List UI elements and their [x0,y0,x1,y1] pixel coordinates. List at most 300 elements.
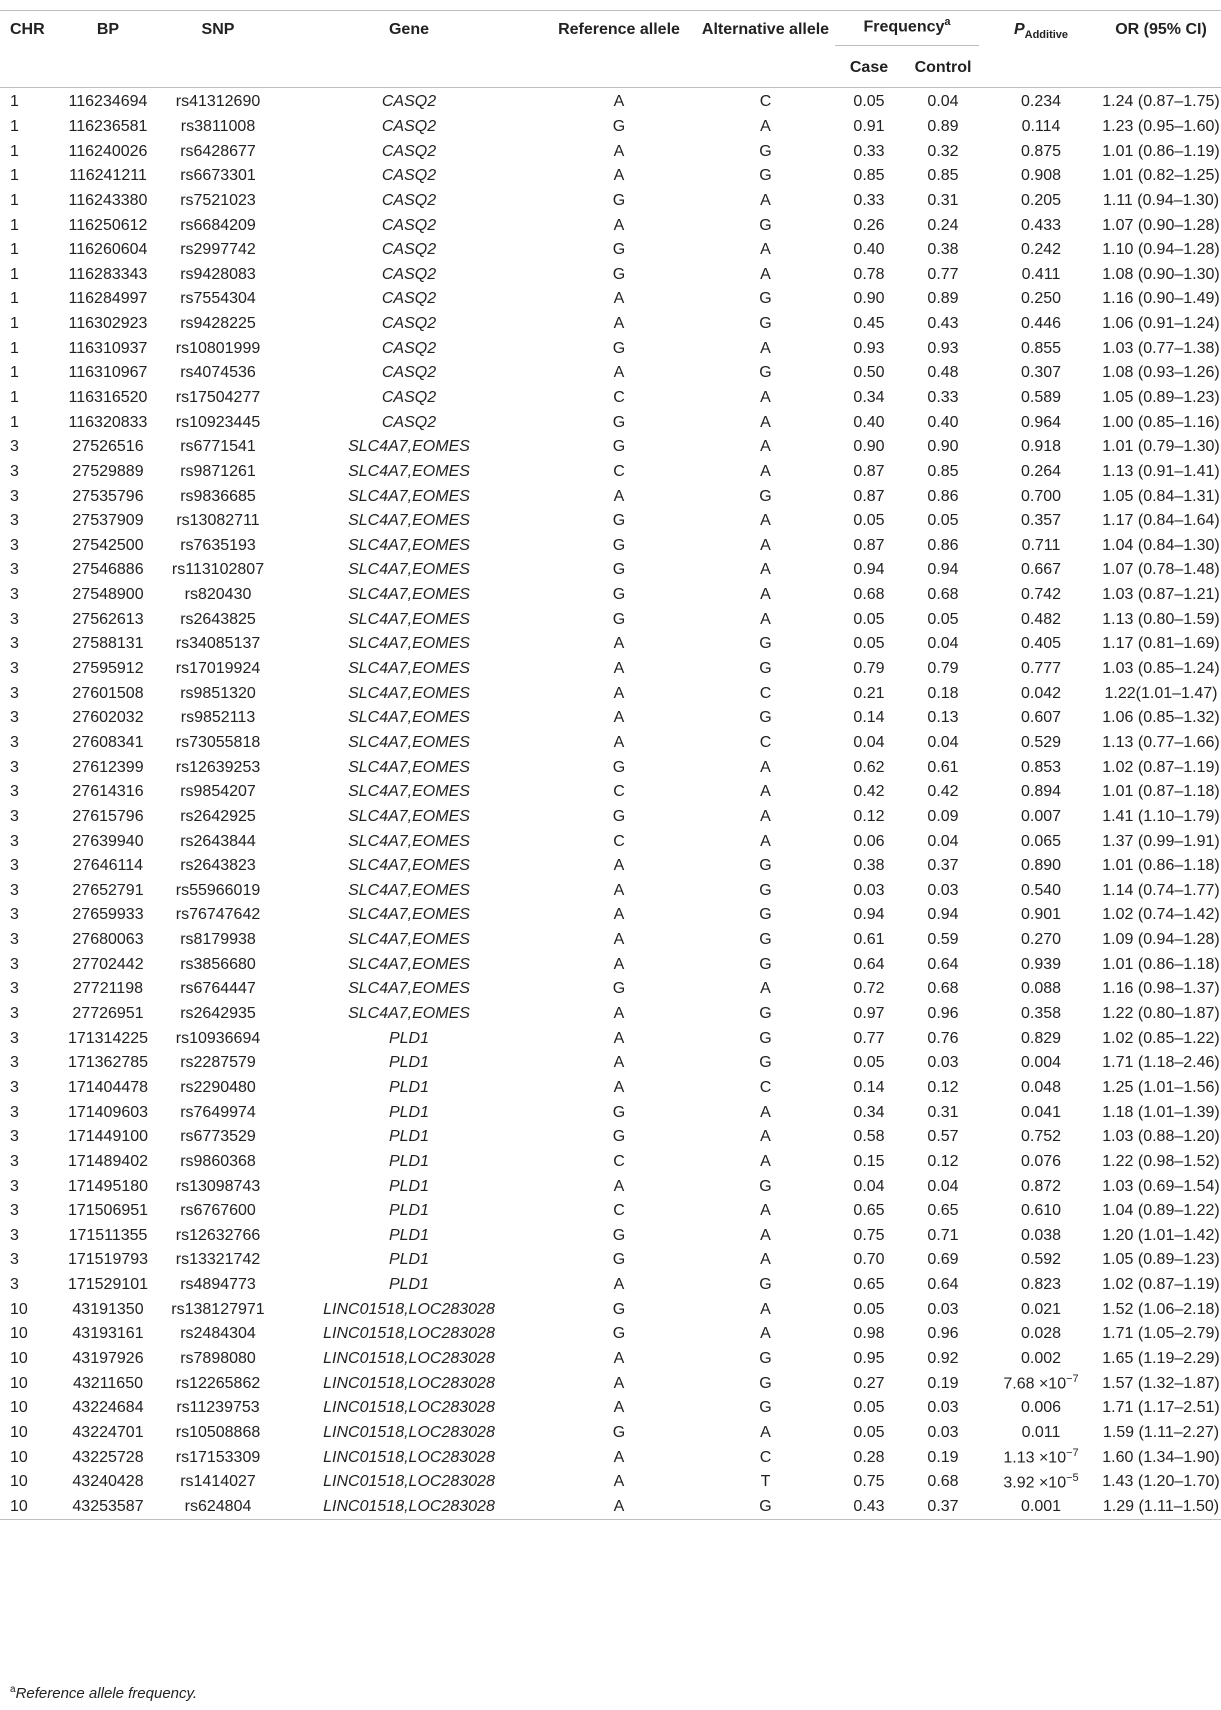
cell-p-additive: 0.042 [1020,684,1062,702]
cell-alternative-allele: G [759,1005,772,1023]
cell-control-frequency: 0.33 [927,389,959,406]
cell-p-additive: 0.540 [1020,881,1062,899]
cell-or: 1.59 (1.11–2.27) [1102,1423,1220,1441]
cell-bp: 116250612 [68,216,148,234]
cell-case-frequency: 0.40 [853,413,885,431]
cell-snp: rs6773529 [180,1128,256,1146]
table-row [0,854,1221,879]
cell-gene: PLD1 [388,1251,430,1269]
cell-chr: 3 [10,980,19,998]
cell-gene: CASQ2 [381,389,437,406]
table-row [0,139,1221,164]
cell-alternative-allele: C [759,93,772,111]
cell-gene: SLC4A7,EOMES [348,881,470,899]
cell-case-frequency: 0.05 [853,1300,885,1318]
cell-case-frequency: 0.34 [853,389,885,406]
header-frequency [833,11,981,50]
cell-reference-allele: A [613,906,625,924]
cell-bp: 171404478 [67,1078,149,1096]
cell-chr: 3 [10,955,19,973]
cell-or: 1.04 (0.89–1.22) [1102,1202,1220,1220]
cell-or: 1.01 (0.82–1.25) [1102,167,1220,185]
cell-p-additive: 0.048 [1020,1078,1062,1096]
cell-or: 1.22 (0.80–1.87) [1102,1005,1220,1023]
cell-alternative-allele: A [760,1152,771,1170]
cell-bp: 116243380 [68,191,148,209]
table-row [0,805,1221,830]
cell-snp: rs2290480 [180,1078,256,1096]
cell-chr: 10 [10,1448,28,1466]
table-row [0,607,1221,632]
cell-chr: 3 [10,561,19,579]
cell-case-frequency: 0.64 [853,955,885,973]
cell-chr: 3 [10,709,19,727]
cell-snp: rs9854207 [180,783,256,801]
cell-snp: rs11239753 [176,1399,260,1417]
cell-or: 1.02 (0.85–1.22) [1102,1029,1220,1047]
cell-or: 1.03 (0.77–1.38) [1102,339,1220,357]
table-body [0,88,1221,1520]
cell-bp: 27529889 [72,462,144,480]
cell-chr: 3 [10,1152,19,1170]
cell-chr: 1 [10,364,19,382]
cell-alternative-allele: G [759,1029,772,1047]
cell-bp: 27612399 [72,758,144,776]
table-row [0,1495,1221,1520]
table-row [0,1199,1221,1224]
cell-bp: 116241211 [69,167,147,185]
cell-control-frequency: 0.64 [927,1276,959,1294]
cell-bp: 116316520 [68,389,148,406]
cell-gene: LINC01518,LOC283028 [323,1448,495,1466]
cell-gene: LINC01518,LOC283028 [323,1325,495,1343]
cell-bp: 171519793 [67,1251,149,1269]
cell-reference-allele: A [613,635,625,653]
cell-alternative-allele: G [759,1399,772,1417]
cell-bp: 116320833 [68,413,148,431]
cell-snp: rs34085137 [175,635,261,653]
cell-gene: LINC01518,LOC283028 [323,1497,495,1515]
cell-case-frequency: 0.95 [853,1349,885,1367]
cell-snp: rs9836685 [180,487,256,505]
table-row [0,1100,1221,1125]
cell-case-frequency: 0.04 [853,733,885,751]
cell-control-frequency: 0.96 [927,1325,959,1343]
cell-bp: 116260604 [68,241,148,259]
cell-snp: rs6764447 [180,980,256,998]
cell-control-frequency: 0.90 [927,438,959,456]
cell-bp: 43197926 [72,1349,144,1367]
cell-case-frequency: 0.65 [853,1276,885,1294]
cell-snp: rs7649974 [180,1103,256,1121]
cell-or: 1.03 (0.85–1.24) [1102,660,1220,678]
cell-or: 1.01 (0.86–1.19) [1102,142,1220,160]
table-row [0,1273,1221,1298]
cell-case-frequency: 0.42 [853,783,885,801]
header-alternative-allele: Alternative allele [701,21,830,38]
cell-bp: 27542500 [72,536,144,554]
cell-snp: rs3811008 [180,117,256,135]
cell-bp: 171314225 [67,1029,149,1047]
cell-p-additive: 0.357 [1020,512,1062,530]
p-value-exponent: −7 [1066,1373,1079,1386]
cell-snp: rs6673301 [180,167,256,185]
cell-alternative-allele: A [760,117,771,135]
table-row [0,1223,1221,1248]
cell-p-additive: 0.872 [1020,1177,1062,1195]
cell-gene: SLC4A7,EOMES [348,758,470,776]
cell-chr: 1 [10,93,19,111]
cell-gene: CASQ2 [381,93,437,111]
cell-or: 1.13 (0.91–1.41) [1102,462,1220,480]
cell-bp: 27614316 [72,783,144,801]
cell-control-frequency: 0.13 [927,709,959,727]
table-row [0,88,1221,115]
cell-chr: 3 [10,1276,19,1294]
cell-control-frequency: 0.18 [927,684,959,702]
table-row [0,1347,1221,1372]
cell-case-frequency: 0.40 [853,241,885,259]
cell-p-additive: 0.890 [1020,857,1062,875]
cell-chr: 3 [10,906,19,924]
cell-p-additive: 0.592 [1020,1251,1062,1269]
cell-snp: rs13321742 [175,1251,261,1269]
cell-control-frequency: 0.19 [927,1374,959,1392]
cell-bp: 27546886 [72,561,144,579]
cell-reference-allele: C [613,783,625,801]
cell-snp: rs55966019 [175,881,261,899]
cell-gene: CASQ2 [381,216,437,234]
cell-reference-allele: A [613,955,625,973]
cell-snp: rs113102807 [171,561,265,579]
cell-case-frequency: 0.14 [853,1078,885,1096]
cell-gene: SLC4A7,EOMES [348,684,470,702]
cell-reference-allele: A [613,931,625,949]
cell-bp: 116236581 [68,117,148,135]
cell-gene: SLC4A7,EOMES [348,980,470,998]
cell-bp: 27646114 [73,857,143,875]
cell-p-additive: 0.411 [1021,265,1061,283]
cell-chr: 10 [10,1300,28,1318]
cell-control-frequency: 0.94 [927,561,959,579]
table-row [0,903,1221,928]
cell-p-additive: 0.270 [1020,931,1062,949]
cell-alternative-allele: A [760,1226,771,1244]
cell-alternative-allele: G [759,709,772,727]
cell-gene: LINC01518,LOC283028 [323,1300,495,1318]
cell-alternative-allele: A [760,1423,771,1441]
cell-alternative-allele: A [760,512,771,530]
cell-chr: 10 [10,1349,28,1367]
cell-gene: PLD1 [388,1103,430,1121]
table-row [0,1076,1221,1101]
cell-or: 1.03 (0.88–1.20) [1102,1128,1220,1146]
cell-case-frequency: 0.77 [853,1029,885,1047]
cell-chr: 1 [10,241,19,259]
cell-bp: 171506951 [67,1202,149,1220]
cell-case-frequency: 0.43 [853,1497,885,1515]
cell-control-frequency: 0.57 [927,1128,959,1146]
cell-reference-allele: G [612,1325,626,1343]
cell-chr: 3 [10,1226,19,1244]
cell-gene: CASQ2 [381,290,437,308]
cell-p-additive: 0.006 [1020,1399,1062,1417]
cell-snp: rs9428225 [180,315,256,333]
cell-reference-allele: G [612,265,626,283]
cell-case-frequency: 0.97 [853,1005,885,1023]
cell-snp: rs2643844 [180,832,256,850]
cell-alternative-allele: G [759,881,772,899]
cell-snp: rs9428083 [180,265,256,283]
cell-case-frequency: 0.87 [853,462,885,480]
cell-reference-allele: A [613,1448,625,1466]
cell-or: 1.05 (0.89–1.23) [1102,389,1220,406]
cell-snp: rs820430 [184,586,252,604]
table-row [0,164,1221,189]
cell-case-frequency: 0.21 [853,684,885,702]
cell-gene: SLC4A7,EOMES [348,709,470,727]
cell-case-frequency: 0.05 [853,512,885,530]
cell-reference-allele: G [612,339,626,357]
table-row [0,1470,1221,1495]
cell-bp: 43224701 [72,1423,144,1441]
cell-snp: rs9852113 [180,709,256,727]
p-value-mantissa: 3.92 ×10 [1003,1474,1067,1492]
cell-alternative-allele: G [759,906,772,924]
table-row [0,657,1221,682]
cell-or: 1.71 (1.18–2.46) [1102,1054,1220,1072]
cell-chr: 3 [10,635,19,653]
cell-chr: 1 [10,216,19,234]
cell-or: 1.22(1.01–1.47) [1104,684,1218,702]
cell-snp: rs17504277 [175,389,261,406]
cell-p-additive [981,1470,1101,1495]
cell-case-frequency: 0.90 [853,438,885,456]
cell-alternative-allele: G [759,1349,772,1367]
cell-p-additive: 0.307 [1020,364,1062,382]
cell-or: 1.06 (0.91–1.24) [1102,315,1220,333]
cell-chr: 1 [10,142,19,160]
cell-reference-allele: G [612,980,626,998]
cell-case-frequency: 0.28 [853,1448,885,1466]
cell-control-frequency: 0.79 [927,660,959,678]
cell-alternative-allele: A [760,413,771,431]
cell-bp: 116310967 [68,364,148,382]
cell-alternative-allele: A [760,339,771,357]
cell-chr: 3 [10,684,19,702]
cell-control-frequency: 0.03 [927,1054,959,1072]
cell-alternative-allele: G [759,857,772,875]
cell-p-additive: 0.589 [1020,389,1062,406]
cell-alternative-allele: C [759,1448,772,1466]
cell-chr: 10 [10,1497,28,1515]
cell-control-frequency: 0.59 [927,931,959,949]
cell-control-frequency: 0.93 [927,339,959,357]
cell-gene: PLD1 [388,1029,430,1047]
cell-or: 1.01 (0.79–1.30) [1102,438,1220,456]
table-row [0,386,1221,411]
cell-control-frequency: 0.24 [927,216,959,234]
header-frequency-footnote-mark: a [944,16,951,29]
cell-reference-allele: A [613,364,625,382]
cell-control-frequency: 0.68 [927,1473,959,1491]
cell-control-frequency: 0.05 [927,512,959,530]
cell-snp: rs13098743 [175,1177,261,1195]
cell-bp: 171362785 [67,1054,149,1072]
cell-gene: SLC4A7,EOMES [348,536,470,554]
cell-gene: PLD1 [388,1128,430,1146]
cell-gene: SLC4A7,EOMES [348,906,470,924]
cell-alternative-allele: G [759,1374,772,1392]
cell-gene: SLC4A7,EOMES [348,512,470,530]
cell-reference-allele: G [612,191,626,209]
cell-case-frequency: 0.70 [853,1251,885,1269]
cell-alternative-allele: G [759,315,772,333]
cell-gene: CASQ2 [381,241,437,259]
cell-reference-allele: A [613,1399,625,1417]
cell-alternative-allele: A [760,1325,771,1343]
table-row [0,1248,1221,1273]
table-row [0,1297,1221,1322]
cell-gene: PLD1 [388,1276,430,1294]
cell-snp: rs10936694 [175,1029,261,1047]
table-row [0,189,1221,214]
cell-reference-allele: A [613,487,625,505]
cell-control-frequency: 0.86 [927,536,959,554]
cell-reference-allele: C [613,389,625,406]
cell-reference-allele: G [612,1423,626,1441]
table-row [0,410,1221,435]
table-row [0,977,1221,1002]
cell-case-frequency: 0.05 [853,1423,885,1441]
cell-snp: rs3856680 [180,955,256,973]
p-value-exponent: −7 [1066,1447,1079,1460]
cell-or: 1.65 (1.19–2.29) [1102,1349,1220,1367]
cell-p-additive: 0.250 [1020,290,1062,308]
cell-case-frequency: 0.33 [853,191,885,209]
cell-control-frequency: 0.19 [927,1448,959,1466]
cell-bp: 116284997 [68,290,148,308]
cell-reference-allele: C [613,1152,625,1170]
cell-p-additive: 0.853 [1020,758,1062,776]
cell-or: 1.09 (0.94–1.28) [1102,931,1220,949]
table-row [0,583,1221,608]
table-row [0,213,1221,238]
cell-case-frequency: 0.27 [853,1374,885,1392]
cell-or: 1.10 (0.94–1.28) [1102,241,1220,259]
header-control: Control [914,59,972,76]
cell-chr: 3 [10,512,19,530]
cell-alternative-allele: G [759,1497,772,1515]
cell-reference-allele: A [613,733,625,751]
cell-reference-allele: A [613,167,625,185]
cell-gene: SLC4A7,EOMES [348,610,470,628]
p-value-mantissa: 7.68 ×10 [1003,1375,1067,1393]
cell-or: 1.20 (1.01–1.42) [1102,1226,1220,1244]
cell-case-frequency: 0.91 [853,117,885,135]
cell-reference-allele: A [613,1497,625,1515]
cell-chr: 1 [10,389,19,406]
cell-alternative-allele: A [760,191,771,209]
cell-snp: rs2642935 [180,1005,256,1023]
cell-p-additive: 0.264 [1020,462,1062,480]
cell-reference-allele: G [612,1300,626,1318]
cell-bp: 27659933 [72,906,144,924]
cell-snp: rs7898080 [180,1349,256,1367]
cell-control-frequency: 0.05 [927,610,959,628]
cell-bp: 171489402 [67,1152,149,1170]
cell-alternative-allele: G [759,216,772,234]
cell-alternative-allele: G [759,1177,772,1195]
cell-bp: 171511355 [68,1226,148,1244]
header-snp: SNP [201,21,235,38]
cell-p-additive: 0.242 [1020,241,1062,259]
table-row [0,558,1221,583]
cell-p-additive: 0.433 [1020,216,1062,234]
cell-bp: 27595912 [72,660,144,678]
cell-case-frequency: 0.78 [853,265,885,283]
table-row [0,706,1221,731]
cell-bp: 27726951 [72,1005,144,1023]
cell-p-additive [981,1445,1101,1470]
table-row [0,361,1221,386]
cell-gene: SLC4A7,EOMES [348,635,470,653]
cell-reference-allele: G [612,413,626,431]
footnote-mark: a [10,1684,16,1695]
cell-control-frequency: 0.12 [927,1078,959,1096]
header-reference-allele: Reference allele [558,21,680,38]
cell-control-frequency: 0.04 [927,1177,959,1195]
cell-or: 1.06 (0.85–1.32) [1102,709,1220,727]
cell-case-frequency: 0.68 [853,586,885,604]
cell-alternative-allele: G [759,290,772,308]
cell-chr: 3 [10,1054,19,1072]
cell-gene: LINC01518,LOC283028 [323,1374,495,1392]
cell-snp: rs73055818 [175,733,261,751]
cell-or: 1.24 (0.87–1.75) [1102,93,1220,111]
table-footnote [10,1684,197,1702]
cell-snp: rs2643825 [180,610,256,628]
cell-p-additive: 0.405 [1020,635,1062,653]
cell-alternative-allele: G [759,487,772,505]
cell-p-additive: 0.004 [1020,1054,1062,1072]
cell-alternative-allele: G [759,1054,772,1072]
cell-p-additive: 0.446 [1020,315,1062,333]
cell-case-frequency: 0.72 [853,980,885,998]
cell-gene: SLC4A7,EOMES [348,438,470,456]
cell-case-frequency: 0.14 [853,709,885,727]
cell-or: 1.18 (1.01–1.39) [1102,1103,1220,1121]
table-row [0,632,1221,657]
cell-p-additive: 0.529 [1020,733,1062,751]
cell-chr: 1 [10,315,19,333]
cell-control-frequency: 0.31 [927,1103,959,1121]
cell-or: 1.71 (1.05–2.79) [1102,1325,1220,1343]
cell-chr: 10 [10,1473,28,1491]
cell-control-frequency: 0.04 [927,832,959,850]
cell-or: 1.01 (0.86–1.18) [1102,955,1220,973]
cell-p-additive: 0.939 [1020,955,1062,973]
cell-alternative-allele: C [759,733,772,751]
cell-case-frequency: 0.75 [853,1226,885,1244]
cell-snp: rs17019924 [175,660,261,678]
cell-alternative-allele: A [760,265,771,283]
header-p-sub: Additive [1024,29,1069,42]
cell-bp: 171409603 [67,1103,149,1121]
cell-or: 1.00 (0.85–1.16) [1102,413,1220,431]
cell-bp: 116302923 [68,315,148,333]
cell-p-additive: 0.234 [1020,93,1062,111]
